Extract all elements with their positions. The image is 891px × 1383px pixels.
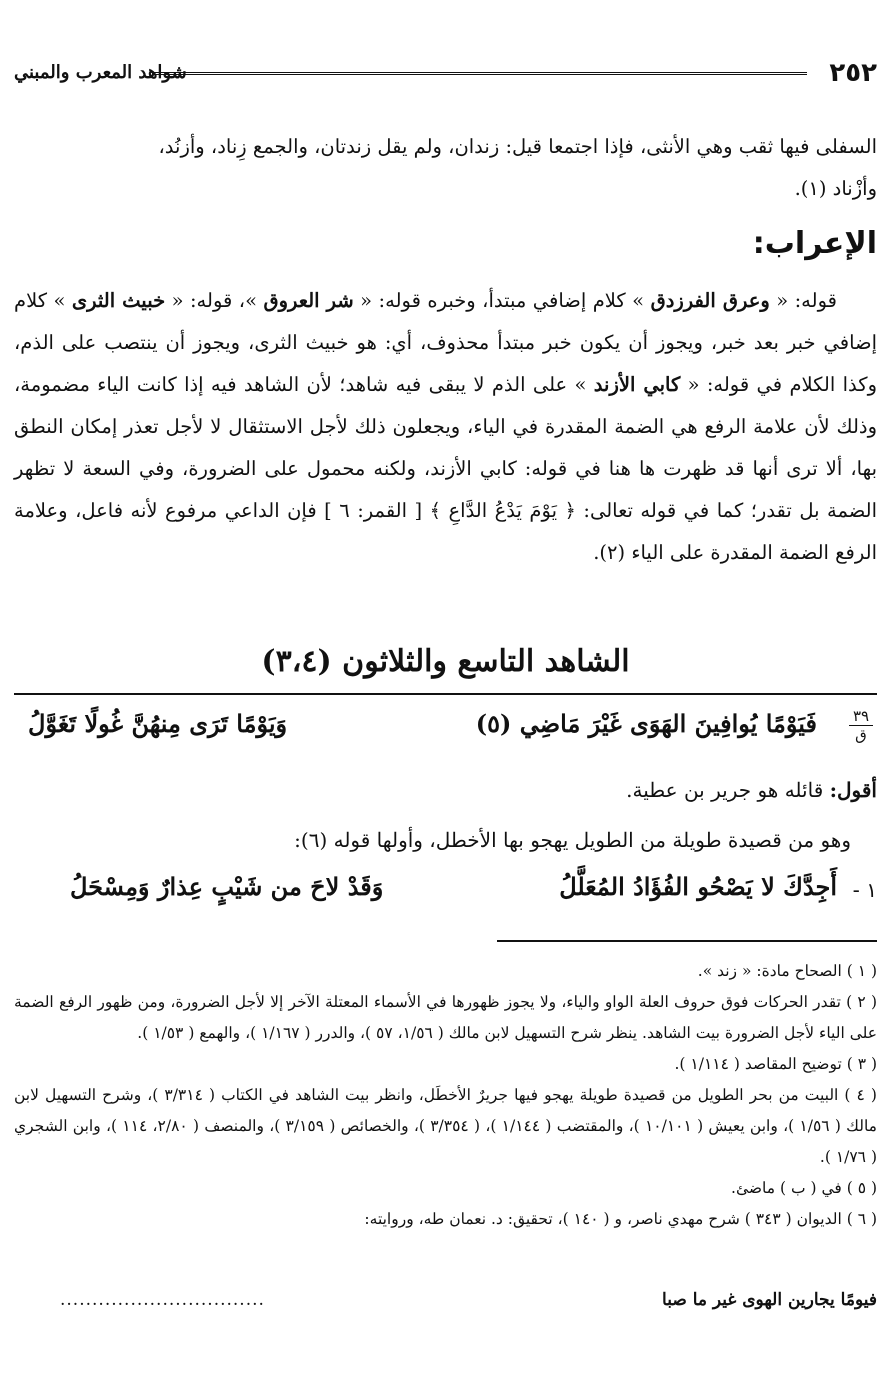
- quoted-term: وعرق الفرزدق: [650, 289, 770, 312]
- footnote-separator: [497, 940, 877, 942]
- verse-number-top: ٣٩: [849, 707, 873, 726]
- quoted-term: كابي الأزند: [593, 373, 681, 396]
- quoted-term: خبيث الثرى: [71, 289, 166, 312]
- irab-heading: الإعراب:: [752, 226, 877, 261]
- page-header: [14, 58, 877, 92]
- shahid-verse: [14, 693, 877, 763]
- aqul-text: قائله هو جرير بن عطية.: [626, 778, 830, 802]
- verse-number-bottom: ق: [855, 726, 867, 744]
- footnote-verse: [60, 1290, 877, 1320]
- footnote: ( ٣ ) توضيح المقاصد ( ١/١١٤ ).: [674, 1055, 877, 1073]
- verse-index: ١ -: [852, 878, 877, 902]
- first-hemistich: فَيَوْمًا يُوافِينَ الهَوَى غَيْرَ مَاضِي (٥): [475, 709, 817, 738]
- verse-number: [849, 707, 873, 744]
- second-hemistich: وَيَوْمًا تَرَى مِنهُنَّ غُولًا تَغَوَّلُ: [28, 709, 288, 738]
- footnote: ( ٤ ) البيت من بحر الطويل من قصيدة طويلة يهجو فيها جريرٌ الأخطَل، وانظر بيت الشاهد في الكتاب ( ٣/٣١٤ )، وشرح التسهيل لابن مالك ( ١/٥٦ )، وابن يعيش ( ١٠/١٠١ )، والمقتضب ( ١/١٤٤ )، ( ٣/٣٥٤ )، والخصائص ( ٣/١٥٩ )، والمنصف ( ٢/٨٠، ١١٤ )، وابن الشجري ( ١/٧٦ ).: [14, 1086, 877, 1166]
- footnote: ( ٦ ) الديوان ( ٣٤٣ ) شرح مهدي ناصر، و ( ١٤٠ )، تحقيق: د. نعمان طه، وروايته:: [364, 1210, 877, 1228]
- footnote: ( ٢ ) تقدر الحركات فوق حروف العلة الواو والياء، ولا يجوز ظهورها في الأسماء المعتلة الآخر إلا لأجل الضرورة، ومن ظهور الرفع الضمة على الياء لأجل الضرورة بيت الشاهد. ينظر شرح التسهيل لابن مالك ( ١/٥٦، ٥٧ )، والدرر ( ١/١٦٧ )، والهمع ( ١/٥٣ ).: [14, 993, 877, 1042]
- text-run: » على الذم لا يبقى فيه شاهد؛ لأن الشاهد فيه إذا كانت الياء مضمومة، وذلك لأن علامة الرفع هي الضمة المقدرة في الياء، ويجعلون ذلك لأجل الاستثقال لا لأجل تعذر إمكان النطق بها، ألا ترى أنها قد ظهرت ها هنا في قوله: كابي الأزند، ولكنه محمول على الضرورة، وفي السعة لا تظهر الضمة بل تقدر؛ كما في قوله تعالى: ﴿ يَوْمَ يَدْعُ الدَّاعِ ﴾ [ القمر: ٦ ] فإن الداعي مرفوع لأنه فاعل، وعلامة الرفع الضمة المقدرة على الياء (٢).: [14, 373, 878, 564]
- first-hemistich: أَجِدَّكَ لا يَصْحُو الفُؤَادُ المُعَلَّلُ: [559, 872, 837, 901]
- page-number: ٢٥٢: [829, 58, 877, 88]
- intro-line: وهو من قصيدة طويلة من الطويل يهجو بها الأخطل، وأولها قوله (٦):: [294, 828, 851, 852]
- continued-text: [14, 126, 877, 210]
- text-run: »، قوله: «: [165, 289, 264, 312]
- footnote: ( ٥ ) في ( ب ) ماضئ.: [731, 1179, 877, 1197]
- text-line: السفلى فيها ثقب وهي الأنثى، فإذا اجتمعا قيل: زندان، ولم يقل زندتان، والجمع زِناد، وأزنُد،: [158, 135, 877, 158]
- footnotes: [14, 956, 877, 1235]
- quoted-term: شر العروق: [263, 289, 354, 312]
- text-line: وأزْناد (١).: [794, 177, 877, 200]
- text-run: » كلام إضافي خبر بعد خبر، ويجوز أن يكون خبر مبتدأ محذوف، أي: هو خبيث الثرى، ويجوز أن ينتصب على الذم، وكذا الكلام في قوله: «: [14, 289, 877, 396]
- running-title: شواهد المعرب والمبني: [14, 62, 187, 83]
- aqul-label: أقول:: [829, 778, 877, 802]
- footnote: ( ١ ) الصحاح مادة: « زند ».: [697, 962, 877, 980]
- irab-paragraph: [14, 280, 877, 574]
- shahid-title: الشاهد التاسع والثلاثون (٣،٤): [261, 644, 630, 679]
- text-run: قوله: «: [769, 289, 837, 312]
- attribution-line: [626, 778, 877, 802]
- footnote-verse-dots: ................................: [60, 1290, 265, 1310]
- footnote-verse-text: فيومًا يجارين الهوى غير ما صبا: [662, 1290, 877, 1310]
- second-hemistich: وَقَدْ لاحَ من شَيْبٍ عِذارٌ وَمِسْحَلُ: [70, 872, 384, 901]
- header-rule: [154, 72, 807, 79]
- text-run: » كلام إضافي مبتدأ، وخبره قوله: «: [353, 289, 651, 312]
- poem-verse: [70, 872, 877, 912]
